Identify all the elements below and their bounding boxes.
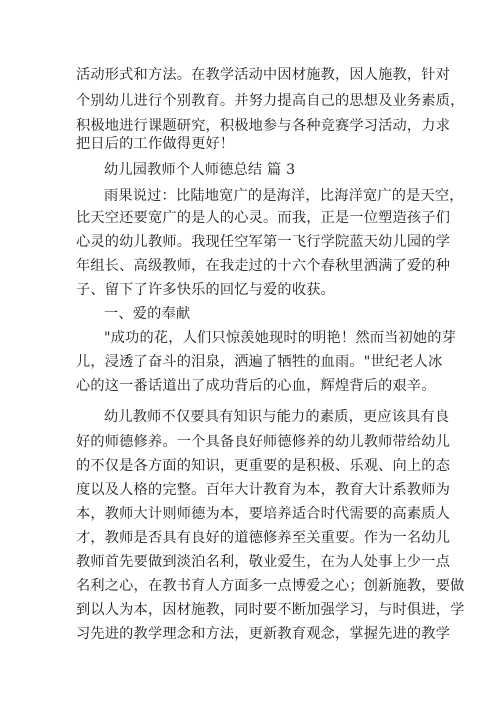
body-text-line: 习先进的教学理念和方法，更新教育观念，掌握先进的教学 <box>76 626 451 642</box>
body-text-line: 个别幼儿进行个别教育。并努力提高自己的思想及业务素质， <box>76 93 465 109</box>
body-text-line: 把日后的工作做得更好！ <box>76 136 235 152</box>
body-text-line: 心的这一番话道出了成功背后的心血，辉煌背后的艰辛。 <box>76 378 436 394</box>
section-heading: 幼儿园教师个人师德总结 篇 3 <box>104 162 296 178</box>
body-text-line: 积极地进行课题研究，积极地参与各种竞赛学习活动，力求 <box>76 118 451 134</box>
body-text-line: 教师首先要做到淡泊名利，敬业爱生，在为人处事上少一点 <box>76 554 451 570</box>
body-text-line: 比天空还要宽广的是人的心灵。而我，正是一位塑造孩子们 <box>76 210 451 226</box>
paragraph-first-line: 幼儿教师不仅要具有知识与能力的素质，更应该具有良 <box>104 409 450 425</box>
body-text-line: 才，教师是否具有良好的道德修养至关重要。作为一名幼儿 <box>76 530 451 546</box>
body-text-line: 活动形式和方法。在教学活动中因材施教，因人施教，针对 <box>76 67 451 83</box>
paragraph-first-line: "成功的花，人们只惊羡她现时的明艳！然而当初她的芽 <box>104 330 457 346</box>
body-text-line: 子、留下了许多快乐的回忆与爱的收获。 <box>76 282 335 298</box>
body-text-line: 年组长、高级教师，在我走过的十六个春秋里洒满了爱的种 <box>76 258 451 274</box>
paragraph-first-line: 雨果说过：比陆地宽广的是海洋，比海洋宽广的是天空， <box>104 188 464 204</box>
body-text-line: 心灵的幼儿教师。我现任空军第一飞行学院蓝天幼儿园的学 <box>76 234 451 250</box>
body-text-line: 到以人为本，因材施教，同时要不断加强学习，与时俱进，学 <box>76 602 465 618</box>
body-text-line: 儿，浸透了奋斗的泪泉，洒遍了牺牲的血雨。"世纪老人冰 <box>76 354 443 370</box>
body-text-line: 度以及人格的完整。百年大计教育为本，教育大计系教师为 <box>76 482 451 498</box>
body-text-line: 的不仅是各方面的知识，更重要的是积极、乐观、向上的态 <box>76 458 451 474</box>
body-text-line: 本，教师大计则师德为本，要培养适合时代需要的高素质人 <box>76 506 451 522</box>
subsection-heading: 一、爱的奉献 <box>104 306 191 322</box>
body-text-line: 好的师德修养。一个具备良好师德修养的幼儿教师带给幼儿 <box>76 434 451 450</box>
body-text-line: 名利之心，在教书育人方面多一点博爱之心；创新施教，要做 <box>76 578 465 594</box>
